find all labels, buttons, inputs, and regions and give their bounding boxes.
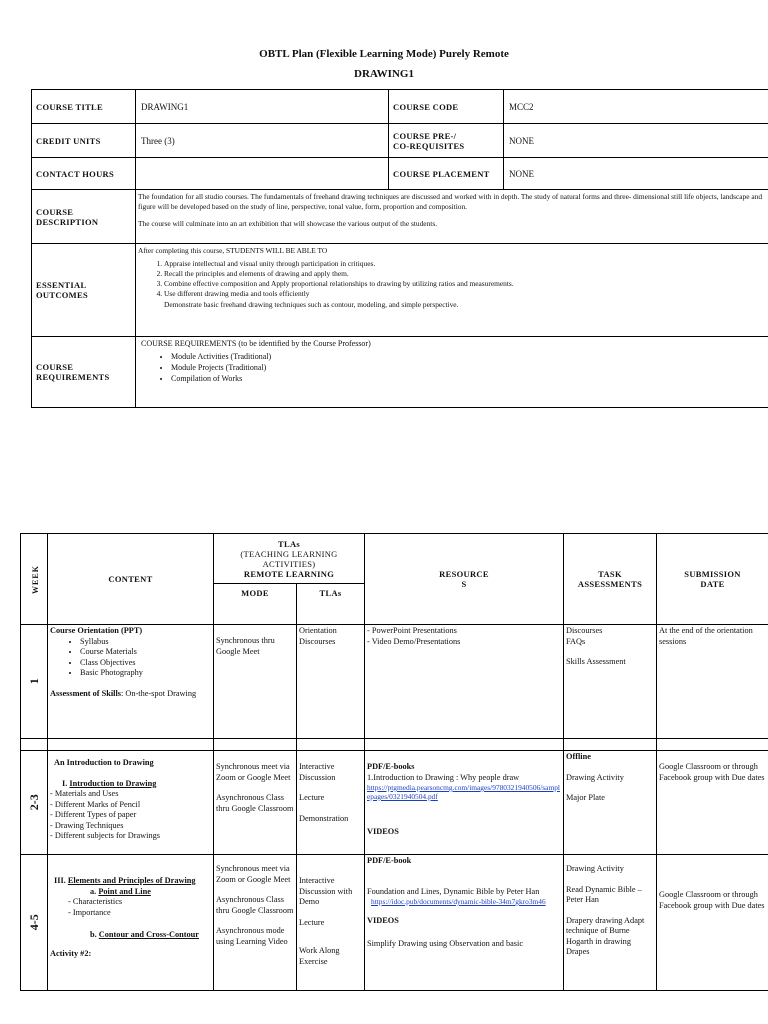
table-row xyxy=(21,855,768,991)
header-task xyxy=(564,534,657,625)
list-item: - Different Marks of Pencil xyxy=(50,800,211,811)
header-tlas-sub: TLAs xyxy=(297,584,365,625)
list-item: - Video Demo/Presentations xyxy=(367,637,561,648)
submission-text: Google Classroom or through Facebook group with Due dates xyxy=(659,890,765,910)
requirement-item: • Module Activities (Traditional) xyxy=(171,351,766,362)
content-cell xyxy=(48,751,214,855)
header-resources-line2: S xyxy=(461,579,467,589)
requirements-label-line2: REQUIREMENTS xyxy=(36,372,110,382)
tlas-text: Orientation xyxy=(299,626,337,635)
course-code-label: COURSE CODE xyxy=(389,90,504,124)
list-item: - Different Types of paper xyxy=(50,810,211,821)
week-cell xyxy=(21,855,48,991)
weekly-plan-table xyxy=(20,533,768,991)
week-number: 1 xyxy=(26,678,41,685)
task-heading: Offline xyxy=(566,752,591,761)
task-text: Drawing Activity xyxy=(566,772,624,782)
outcome-item: 2. Recall the principles and elements of drawing and apply them. xyxy=(164,269,766,279)
task-cell xyxy=(564,855,657,991)
resources-cell xyxy=(365,751,564,855)
header-tlas-line1: TLAs xyxy=(278,538,300,549)
outcome-item-5: Demonstrate basic freehand drawing techniques such as contour, modeling, and simple perspective. xyxy=(164,300,459,309)
prereq-label-line1: COURSE PRE-/ xyxy=(393,130,457,141)
list-item: • Course Materials xyxy=(80,647,211,658)
requirements-intro: COURSE REQUIREMENTS (to be identified by the Course Professor) xyxy=(141,339,371,348)
requirement-item: • Module Projects (Traditional) xyxy=(171,362,766,373)
tlas-text: Interactive Discussion with Demo xyxy=(299,876,353,906)
outcome-item: 4. Use different drawing media and tools efficiently xyxy=(164,289,766,299)
task-text: Skills Assessment xyxy=(566,657,626,666)
mode-cell xyxy=(214,855,297,991)
prereq-value: NONE xyxy=(504,124,768,158)
mode-text: Asynchronous Class thru Google Classroom xyxy=(216,793,294,813)
submission-cell xyxy=(657,751,768,855)
subsection-title: Contour and Cross-Contour xyxy=(98,930,199,939)
outcome-item: 3. Combine effective composition and Apply proportional relationships to drawing by utilizing ratios and measurements. xyxy=(164,279,766,289)
assessment-line xyxy=(50,689,211,700)
contact-hours-value xyxy=(136,158,389,190)
content-title: An Introduction to Drawing xyxy=(54,758,154,767)
credit-units-label: CREDIT UNITS xyxy=(32,124,136,158)
header-resources xyxy=(365,534,564,625)
prereq-label xyxy=(389,124,504,158)
description-label xyxy=(32,190,136,244)
tlas-text: Lecture xyxy=(299,793,325,802)
separator-row xyxy=(21,739,768,751)
list-item: - Different subjects for Drawings xyxy=(50,831,211,842)
mode-cell xyxy=(214,751,297,855)
topic-list xyxy=(50,789,211,842)
list-item: - PowerPoint Presentations xyxy=(367,626,561,637)
section-number: III. xyxy=(54,876,66,885)
course-description xyxy=(136,190,768,244)
page-title: OBTL Plan (Flexible Learning Mode) Purely Remote xyxy=(259,48,509,60)
table-row xyxy=(21,625,768,739)
section-heading xyxy=(50,876,211,887)
content-list xyxy=(50,637,211,679)
resources-cell xyxy=(365,855,564,991)
tlas-cell xyxy=(297,751,365,855)
task-text: Drawing Activity xyxy=(566,864,624,873)
header-tlas-line2: (TEACHING LEARNING ACTIVITIES) xyxy=(240,548,338,569)
videos-heading: VIDEOS xyxy=(367,827,399,836)
section-title: Elements and Principles of Drawing xyxy=(67,876,196,885)
list-item: • Basic Photography xyxy=(80,668,211,679)
task-cell xyxy=(564,751,657,855)
outcomes-label-line2: OUTCOMES xyxy=(36,290,88,300)
content-title: Course Orientation (PPT) xyxy=(50,626,143,635)
week-cell xyxy=(21,625,48,739)
submission-cell xyxy=(657,855,768,991)
assessment-text: : On-the-spot Drawing xyxy=(121,688,197,698)
description-paragraph-1: The foundation for all studio courses. The fundamentals of freehand drawing techniques are discussed and worked with in depth. The study of natural forms and three- dimensional still life objects, landscape and figure will be developed based on the study of line, perspective, tonal value, form, proportion and composition. xyxy=(138,192,763,211)
resources-heading: PDF/E-book xyxy=(367,856,412,865)
tlas-text: Discourses xyxy=(299,636,336,646)
content-cell xyxy=(48,625,214,739)
list-item: • Class Objectives xyxy=(80,658,211,669)
mode-text: Synchronous thru Google Meet xyxy=(216,636,275,656)
section-number: I. xyxy=(62,778,68,788)
outcomes-label-line1: ESSENTIAL xyxy=(36,280,87,290)
task-text: Major Plate xyxy=(566,793,605,802)
description-paragraph-2: The course will culminate into an art exhibition that will showcase the various output of the students. xyxy=(138,219,438,228)
subsection-list xyxy=(50,897,211,918)
header-task-line2: ASSESSMENTS xyxy=(577,579,643,589)
header-mode: MODE xyxy=(214,584,297,625)
mode-text: Synchronous meet via Zoom or Google Meet xyxy=(216,762,291,782)
tlas-text: Demonstration xyxy=(299,813,349,823)
subsection-number: b. xyxy=(90,930,97,939)
section-title: Introduction to Drawing xyxy=(69,778,157,788)
activity-label: Activity #2: xyxy=(50,948,92,958)
task-text: FAQs xyxy=(566,636,586,646)
resource-link[interactable]: https://ptgmedia.pearsoncmg.com/images/9780321940506/samplepages/0321940504.pdf xyxy=(367,783,560,801)
tlas-text: Work Along Exercise xyxy=(299,946,340,966)
list-item: • Syllabus xyxy=(80,637,211,648)
requirements-label xyxy=(32,337,136,408)
content-cell xyxy=(48,855,214,991)
list-item: - Importance xyxy=(68,908,211,919)
tlas-text: Lecture xyxy=(299,917,325,927)
mode-text: Synchronous meet via Zoom or Google Meet xyxy=(216,864,291,884)
credit-units-value: Three (3) xyxy=(136,124,389,158)
resources-list xyxy=(367,626,561,647)
assessment-label: Assessment of Skills xyxy=(50,688,121,698)
header-submission-line1: SUBMISSION xyxy=(684,569,741,579)
resource-item: 1.Introduction to Drawing : Why people draw xyxy=(367,772,520,782)
submission-text: Google Classroom or through Facebook group with Due dates xyxy=(659,762,765,782)
header-tlas-line3: REMOTE LEARNING xyxy=(243,568,335,579)
course-title-value: DRAWING1 xyxy=(136,90,389,124)
header-resources-line1: RESOURCE xyxy=(439,569,489,579)
header-week xyxy=(21,534,48,625)
header-content: CONTENT xyxy=(48,534,214,625)
placement-value: NONE xyxy=(504,158,768,190)
week-number: 2-3 xyxy=(26,794,41,811)
outcomes-list xyxy=(138,259,766,299)
requirements-list xyxy=(141,351,766,384)
week-number: 4-5 xyxy=(26,914,41,931)
tlas-cell xyxy=(297,855,365,991)
section-heading xyxy=(50,779,211,790)
list-item: - Drawing Techniques xyxy=(50,821,211,832)
resource-item: Foundation and Lines, Dynamic Bible by Peter Han xyxy=(367,886,540,896)
resources-cell xyxy=(365,625,564,739)
essential-outcomes xyxy=(136,244,768,337)
outcomes-intro: After completing this course, STUDENTS WILL BE ABLE TO xyxy=(138,246,328,255)
description-label-line2: DESCRIPTION xyxy=(36,216,99,227)
course-code-value: MCC2 xyxy=(504,90,768,124)
task-text: Read Dynamic Bible – Peter Han xyxy=(566,884,642,904)
description-label-line1: COURSE xyxy=(36,206,74,217)
mode-cell xyxy=(214,625,297,739)
placement-label: COURSE PLACEMENT xyxy=(389,158,504,190)
subsection-title: Point and Line xyxy=(98,886,151,896)
submission-cell xyxy=(657,625,768,739)
week-header-text: WEEK xyxy=(30,565,40,594)
page-subtitle: DRAWING1 xyxy=(354,68,414,80)
task-text: Discourses xyxy=(566,626,603,635)
submission-text: At the end of the orientation sessions xyxy=(659,626,753,646)
requirements-label-line1: COURSE xyxy=(36,362,74,372)
header-task-line1: TASK xyxy=(598,569,622,579)
header-tlas xyxy=(214,534,365,584)
mode-text: Asynchronous mode using Learning Video xyxy=(216,926,288,946)
list-item: - Materials and Uses xyxy=(50,789,211,800)
resources-heading: PDF/E-books xyxy=(367,762,415,771)
videos-heading: VIDEOS xyxy=(367,916,399,925)
resource-link[interactable]: https://idoc.pub/documents/dynamic-bible-34m7gkro3m46 xyxy=(371,897,546,906)
requirement-item: • Compilation of Works xyxy=(171,373,766,384)
course-info-table xyxy=(31,89,768,408)
list-item: - Characteristics xyxy=(68,897,211,908)
contact-hours-label: CONTACT HOURS xyxy=(32,158,136,190)
course-requirements xyxy=(136,337,768,408)
outcomes-label xyxy=(32,244,136,337)
subsection-heading xyxy=(50,887,211,898)
mode-text: Asynchronous Class thru Google Classroom xyxy=(216,895,294,915)
tlas-text: Interactive Discussion xyxy=(299,762,336,782)
header-submission-line2: DATE xyxy=(700,579,725,589)
header-submission xyxy=(657,534,768,625)
table-row xyxy=(21,751,768,855)
outcome-item: 1. Appraise intellectual and visual unity through participation in critiques. xyxy=(164,259,766,269)
course-title-label: COURSE TITLE xyxy=(32,90,136,124)
task-cell xyxy=(564,625,657,739)
tlas-cell xyxy=(297,625,365,739)
week-cell xyxy=(21,751,48,855)
resource-item: Simplify Drawing using Observation and basic xyxy=(367,938,524,948)
subsection-heading xyxy=(50,930,211,941)
prereq-label-line2: CO-REQUISITES xyxy=(393,140,465,151)
subsection-number: a. xyxy=(90,886,97,896)
task-text: Drapery drawing Adapt technique of Burne Hogarth in drawing Drapes xyxy=(566,915,645,956)
